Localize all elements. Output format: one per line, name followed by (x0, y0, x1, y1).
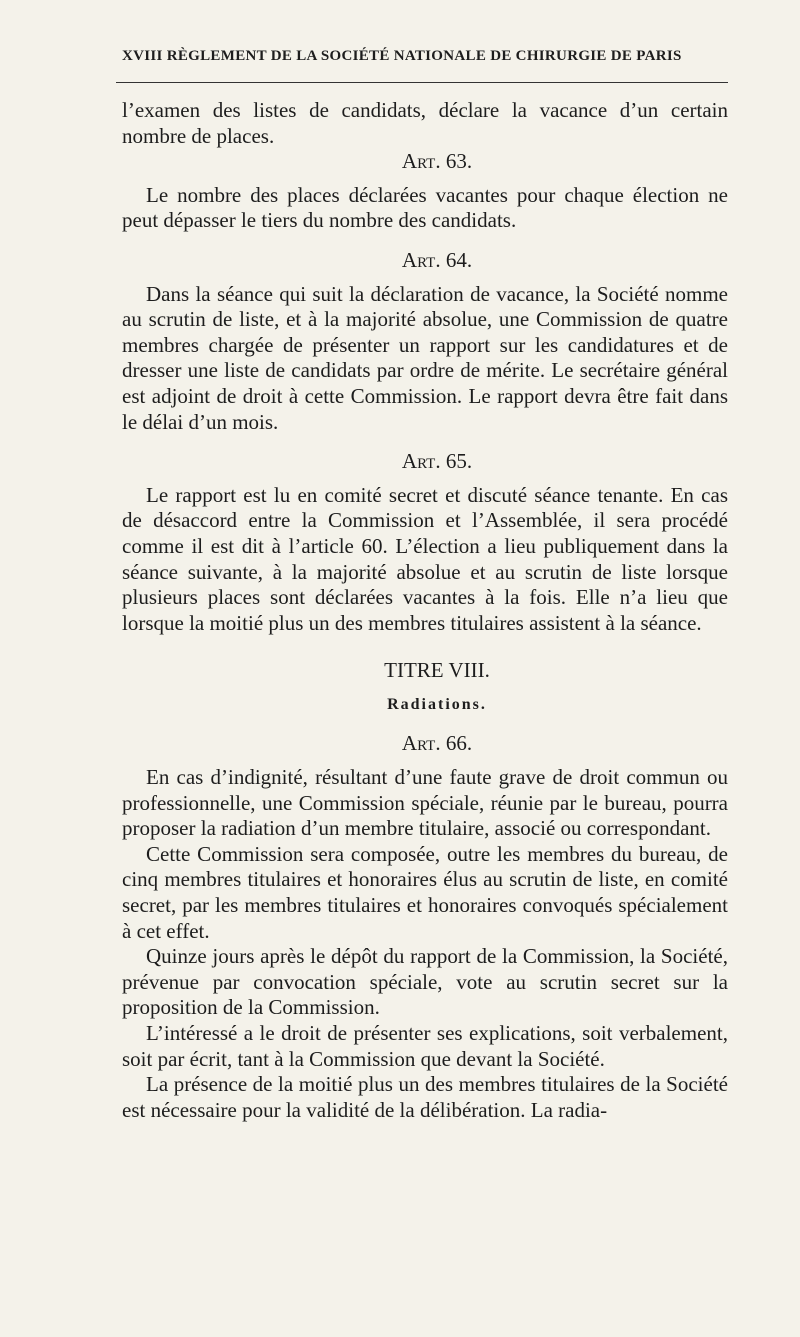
titre-heading: TITRE VIII. (384, 658, 490, 683)
article-66-heading: Art. 66. (401, 731, 473, 756)
article-65-heading: Art. 65. (401, 449, 473, 474)
article-64-text: Dans la séance qui suit la déclaration de vacance, la Société nomme au scrutin de liste, et à la majorité absolue, une Commission de quatre membres chargée de présenter un rapport sur les candidatures et de dresser une liste de candidats par ordre de mérite. Le secrétaire général est adjoint de droit à cette Commission. Le rapport devra être fait dans le délai d’un mois. (122, 281, 728, 434)
article-66-paragraph-5: La présence de la moitié plus un des membres titulaires de la Société est nécessaire pour la validité de la délibération. La radia- (122, 1072, 728, 1122)
article-66-paragraph-3: Quinze jours après le dépôt du rapport de la Commission, la Société, prévenue par convocation spéciale, vote au scrutin secret sur la proposition de la Commission. (122, 944, 728, 1020)
article-66-paragraph-4: L’intéressé a le droit de présenter ses explications, soit verbalement, soit par écrit, tant à la Commission que devant la Société. (122, 1021, 728, 1071)
running-head: XVIII RÈGLEMENT DE LA SOCIÉTÉ NATIONALE DE CHIRURGIE DE PARIS (122, 48, 682, 64)
section-subtitle: Radiations. (387, 695, 487, 713)
article-64-heading: Art. 64. (401, 247, 473, 272)
article-65-text: Le rapport est lu en comité secret et discuté séance tenante. En cas de désaccord entre la Commission et l’Assemblée, il sera procédé comme il est dit à l’article 60. L’élection a lieu publiquement dans la séance suivante, à la majorité absolue et au scrutin de liste lorsque plusieurs places sont déclarées vacantes à la fois. Elle n’a lieu que lorsque la moitié plus un des membres titulaires assistent à la séance. (122, 482, 728, 635)
article-63-text: Le nombre des places déclarées vacantes pour chaque élection ne peut dépasser le tiers du nombre des candidats. (122, 182, 728, 233)
paragraph-continuation: l’examen des listes de candidats, déclare la vacance d’un certain nombre de places. (122, 98, 728, 148)
article-66-paragraph-1: En cas d’indignité, résultant d’une faute grave de droit commun ou professionnelle, une Commission spéciale, réunie par le bureau, pourra proposer la radiation d’un membre titulaire, associé ou correspondant. (122, 765, 728, 841)
header-rule (116, 82, 728, 83)
article-66-paragraph-2: Cette Commission sera composée, outre les membres du bureau, de cinq membres titulaires et honoraires élus au scrutin de liste, en comité secret, par les membres titulaires et honoraires convoqués spécialement à cet effet. (122, 841, 728, 943)
article-63-heading: Art. 63. (401, 149, 473, 174)
page-body (122, 98, 728, 1123)
